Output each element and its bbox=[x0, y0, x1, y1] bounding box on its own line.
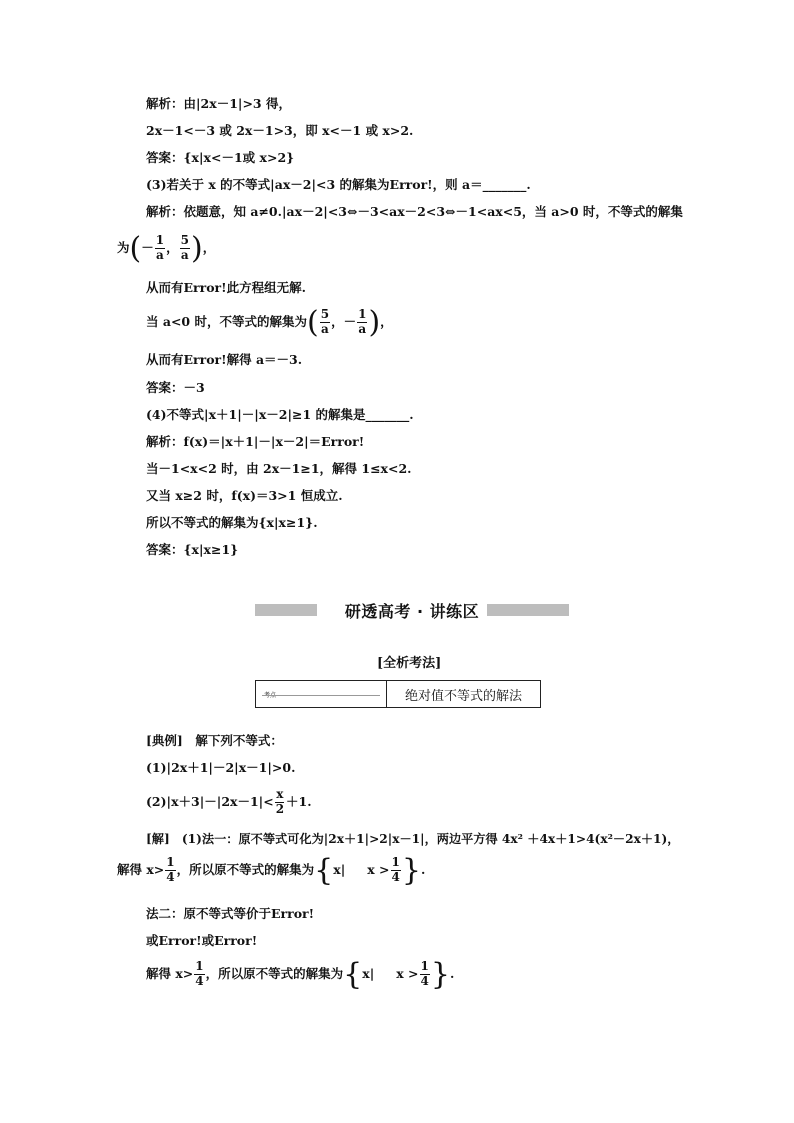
prefix-text: 为 bbox=[117, 239, 130, 255]
analysis-line-3: 解析：依题意，知 a≠0.|ax－2|<3⇔－3<ax－2<3⇔－1<ax<5，当 a>0 时，不等式的解集 bbox=[146, 204, 683, 219]
analysis-line-7: 当－1<x<2 时，由 2x－1≥1，解得 1≤x<2. bbox=[146, 461, 412, 476]
method-heading: [全析考法] bbox=[377, 656, 442, 671]
topic-tag: 考点 bbox=[264, 692, 277, 699]
right-brace: } bbox=[430, 956, 450, 992]
example-heading: [典例] 解下列不等式： bbox=[146, 733, 283, 748]
set-cond: x > bbox=[396, 965, 419, 981]
end-dot: . bbox=[449, 965, 455, 981]
section-title: 研透高考 · 讲练区 bbox=[337, 599, 487, 622]
answer-line-3: 答案：{x|x≥1} bbox=[146, 542, 239, 557]
minus-sign: － bbox=[141, 239, 154, 255]
fraction: $\frac{1}{4}$ bbox=[391, 855, 400, 884]
left-paren: ( bbox=[306, 304, 319, 340]
solution-interval-line bbox=[117, 230, 216, 266]
prefix-text: (2)|x＋3|－|2x－1|< bbox=[146, 793, 274, 809]
prefix-text: 解得 x> bbox=[117, 861, 165, 877]
topic-tag-cell bbox=[256, 681, 387, 707]
minus-sign: － bbox=[343, 313, 357, 329]
solution-method-1: [解] (1)法一：原不等式可化为|2x＋1|>2|x－1|，两边平方得 4x² ＋4x＋1>4(x²－2x＋1)， bbox=[146, 832, 680, 846]
fraction: $\frac{1}{a}$ bbox=[358, 307, 367, 336]
end-dot: . bbox=[420, 861, 426, 877]
analysis-line-2: 2x－1<－3 或 2x－1>3，即 x<－1 或 x>2. bbox=[146, 123, 414, 138]
prefix-text: 当 a<0 时，不等式的解集为 bbox=[146, 313, 307, 329]
solution-result-1 bbox=[117, 852, 426, 888]
set-var: x| bbox=[333, 861, 346, 877]
question-3: (3)若关于 x 的不等式|ax－2|<3 的解集为Error!，则 a＝_______. bbox=[146, 177, 531, 192]
fraction: $\frac{5}{a}$ bbox=[320, 307, 330, 336]
suffix-text: ， bbox=[202, 239, 216, 255]
topic-cell: 绝对值不等式的解法 bbox=[404, 688, 522, 704]
example-problem-1: (1)|2x＋1|－2|x－1|>0. bbox=[146, 760, 296, 775]
fraction: $\frac{1}{a}$ bbox=[155, 233, 165, 262]
solution-result-2 bbox=[146, 956, 455, 992]
analysis-line-8: 又当 x≥2 时，f(x)＝3>1 恒成立. bbox=[146, 488, 343, 503]
right-brace: } bbox=[401, 852, 421, 888]
fraction: $\frac{1}{4}$ bbox=[195, 959, 204, 988]
left-brace: { bbox=[314, 852, 334, 888]
analysis-line-4: 从而有Error!此方程组无解. bbox=[146, 280, 306, 295]
question-4: (4)不等式|x＋1|－|x－2|≥1 的解集是_______. bbox=[146, 407, 414, 422]
right-paren: ) bbox=[190, 230, 203, 266]
answer-line-2: 答案：－3 bbox=[146, 380, 205, 395]
left-brace: { bbox=[343, 956, 363, 992]
fraction: $\frac{1}{4}$ bbox=[420, 959, 429, 988]
mid-text: ，所以原不等式的解集为 bbox=[176, 861, 315, 877]
analysis-line-9: 所以不等式的解集为{x|x≥1}. bbox=[146, 515, 318, 530]
analysis-line-5: 从而有Error!解得 a＝－3. bbox=[146, 352, 303, 367]
set-var: x| bbox=[362, 965, 375, 981]
fraction: $\frac{1}{4}$ bbox=[166, 855, 175, 884]
example-problem-2 bbox=[146, 788, 312, 817]
set-cond: x > bbox=[367, 861, 390, 877]
analysis-line-6: 解析：f(x)＝|x＋1|－|x－2|＝Error! bbox=[146, 434, 365, 449]
suffix-text: ＋1. bbox=[286, 793, 312, 809]
comma: ， bbox=[166, 239, 179, 255]
suffix-text: ， bbox=[380, 313, 393, 329]
analysis-line-1: 解析：由|2x－1|>3 得， bbox=[146, 96, 291, 111]
section-stripe-right bbox=[478, 604, 569, 616]
section-header bbox=[255, 598, 569, 622]
solution-interval-line-2 bbox=[146, 304, 393, 340]
fraction: $\frac{5}{a}$ bbox=[180, 233, 189, 262]
left-paren: ( bbox=[129, 230, 142, 266]
tag-underline bbox=[262, 695, 380, 696]
solution-method-2: 法二：原不等式等价于Error! bbox=[146, 906, 315, 921]
fraction: $\frac{x}{2}$ bbox=[275, 787, 285, 816]
answer-line-1: 答案：{x|x<－1或 x>2} bbox=[146, 150, 295, 165]
right-paren: ) bbox=[368, 304, 381, 340]
solution-method-2-cont: 或Error!或Error! bbox=[146, 933, 258, 948]
topic-table bbox=[255, 680, 541, 708]
comma: ， bbox=[331, 313, 344, 329]
mid-text: ，所以原不等式的解集为 bbox=[205, 965, 344, 981]
prefix-text: 解得 x> bbox=[146, 965, 194, 981]
section-stripe-left bbox=[255, 604, 317, 616]
